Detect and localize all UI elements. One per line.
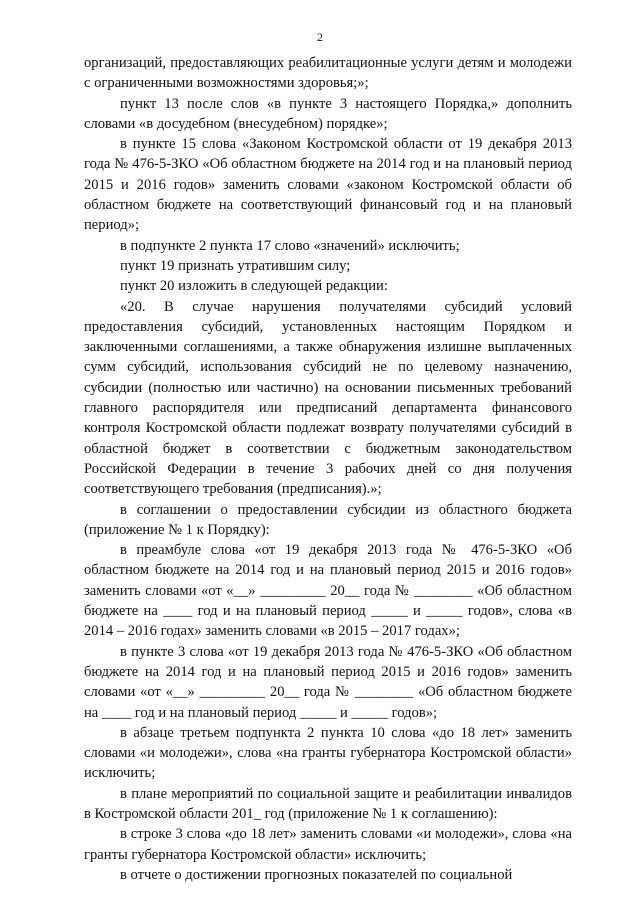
paragraph: в строке 3 слова «до 18 лет» заменить словами «и молодежи», слова «на гранты губернатора Костромской области» исключить;: [84, 826, 572, 863]
paragraph: организаций, предоставляющих реабилитационные услуги детям и молодежи с ограниченными возможностями здоровья;»;: [84, 55, 572, 92]
paragraph: пункт 20 изложить в следующей редакции:: [120, 278, 388, 295]
paragraph: в плане мероприятий по социальной защите и реабилитации инвалидов в Костромской области 201_ год (приложение № 1 к соглашению):: [84, 785, 572, 822]
paragraph: пункт 13 после слов «в пункте 3 настоящего Порядка,» дополнить словами «в досудебном (внесудебном) порядке»;: [84, 95, 572, 132]
paragraph: «20. В случае нарушения получателями субсидий условий предоставления субсидий, установленных настоящим Порядком и заключенными соглашениями, а также обнаружения излишне выплаченных сумм субсидий, использования субсидий не по целевому назначению, субсидии (полностью или частично) на основании письменных требований главного распорядителя или предписаний департамента финансового контроля Костромской области подлежат возврату получателями субсидий в областной бюджет в соответствии с бюджетным законодательством Российской Федерации в течение 3 рабочих дней со дня получения соответствующего требования (предписания).»;: [84, 298, 572, 498]
paragraph: пункт 19 признать утратившим силу;: [120, 257, 351, 274]
paragraph: в соглашении о предоставлении субсидии из областного бюджета (приложение № 1 к Порядку):: [84, 501, 572, 538]
paragraph: в отчете о достижении прогнозных показателей по социальной: [120, 866, 513, 883]
paragraph: в пункте 15 слова «Законом Костромской области от 19 декабря 2013 года № 476-5-ЗКО «Об областном бюджете на 2014 год и на плановый период 2015 и 2016 годов» заменить словами «законом Костромской области об областном бюджете на соответствующий финансовый год и на плановый период»;: [84, 136, 572, 234]
page-number: 2: [317, 30, 323, 44]
document-body: [84, 53, 572, 885]
paragraph: в абзаце третьем подпункта 2 пункта 10 слова «до 18 лет» заменить словами «и молодежи», слова «на гранты губернатора Костромской области» исключить;: [84, 724, 572, 782]
paragraph: в пункте 3 слова «от 19 декабря 2013 года № 476-5-ЗКО «Об областном бюджете на 2014 год и на плановый период 2015 и 2016 годов» заменить словами «от «__» _________ 20__ года № ________ «Об областном бюджете на ____ год и на плановый период _____ и _____ годов»;: [84, 643, 572, 721]
paragraph: в подпункте 2 пункта 17 слово «значений» исключить;: [120, 237, 460, 254]
paragraph: в преамбуле слова «от 19 декабря 2013 года № 476-5-ЗКО «Об областном бюджете на 2014 год и на плановый период 2015 и 2016 годов» заменить словами «от «__» _________ 20__ года № ________ «Об областном бюджете на ____ год и на плановый период _____ и _____ годов», слова «в 2014 – 2016 годах» заменить словами «в 2015 – 2017 годах»;: [84, 542, 572, 640]
